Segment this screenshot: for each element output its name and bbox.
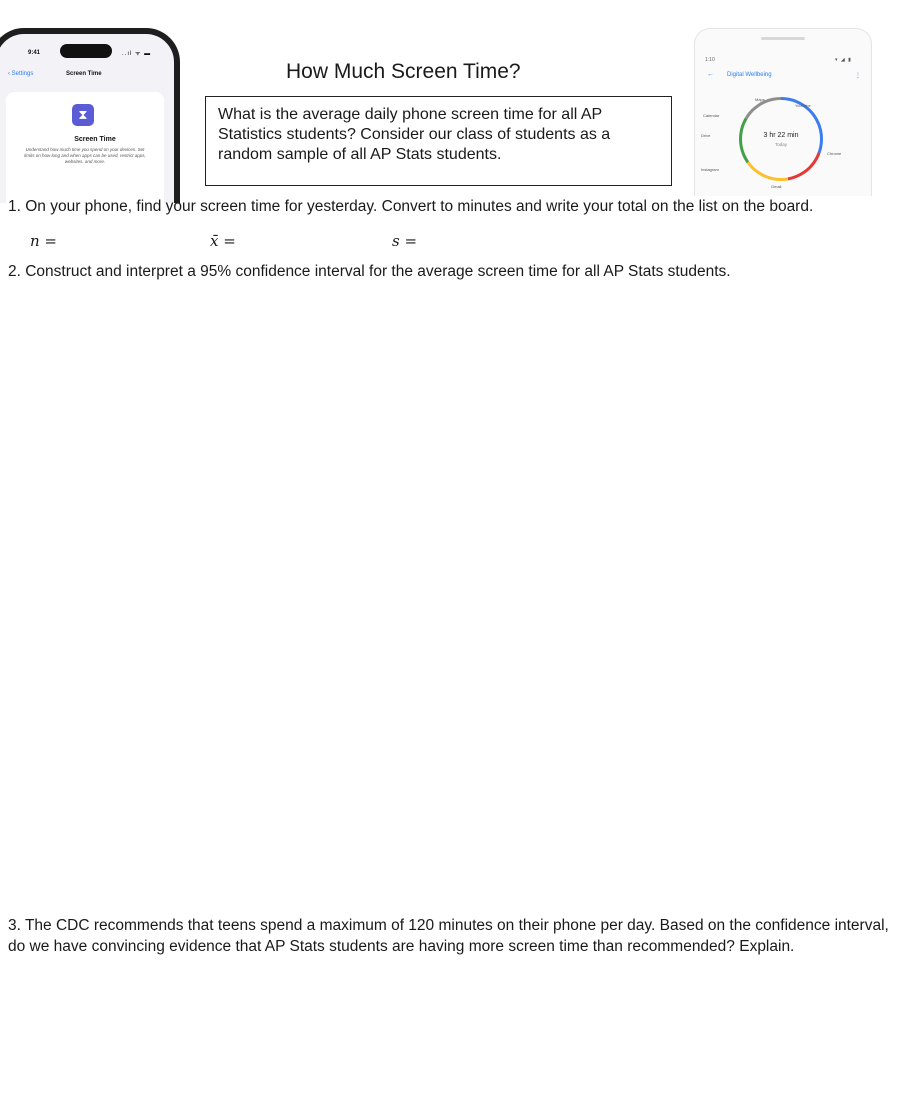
sample-mean-label: x̄ = <box>210 232 236 250</box>
iphone-time: 9:41 <box>28 50 41 56</box>
settings-back-link: ‹ Settings <box>8 71 34 77</box>
iphone-screen-time-image <box>0 28 180 203</box>
digital-wellbeing-title: Digital Wellbeing <box>727 72 772 78</box>
app-label: Calendar <box>703 113 720 118</box>
iphone-nav-title: Screen Time <box>66 71 102 77</box>
app-label: YouTube <box>795 103 811 108</box>
research-question-box: What is the average daily phone screen time for all AP Statistics students? Consider our class of students as a random sample of all AP Stats students. <box>205 96 672 186</box>
question-1: 1. On your phone, find your screen time for yesterday. Convert to minutes and write your total on the list on the board. <box>8 198 814 215</box>
hourglass-icon: ⧗ <box>72 104 94 126</box>
usage-ring-center <box>742 100 820 178</box>
android-digital-wellbeing-image <box>694 28 872 196</box>
app-label: Gmail <box>771 184 782 189</box>
app-label: Chrome <box>827 151 842 156</box>
dynamic-island <box>60 44 112 58</box>
screen-time-description: Understand how much time you spend on your devices. Set limits on how long and when apps can be used, restrict apps, websites, and more. <box>24 147 146 164</box>
android-status-icons: ▾ ◢ ▮ <box>835 57 852 63</box>
sample-sd-label: s = <box>392 232 418 250</box>
sample-size-label: n = <box>30 232 57 250</box>
info-icon: ⋮ <box>855 73 861 79</box>
app-label: Instagram <box>701 167 719 172</box>
iphone-status-icons: ..ıl ᯤ ▬ <box>122 51 152 57</box>
app-label: Drive <box>701 133 711 138</box>
usage-total: 3 hr 22 min <box>763 132 799 139</box>
page-title: How Much Screen Time? <box>286 60 521 83</box>
usage-subtitle: Today <box>774 142 787 147</box>
screen-time-heading: Screen Time <box>74 136 116 143</box>
app-label: Maps <box>755 97 765 102</box>
android-time: 1:10 <box>705 57 715 63</box>
question-2: 2. Construct and interpret a 95% confidence interval for the average screen time for all AP Stats students. <box>8 263 731 280</box>
phone-speaker-bar <box>761 37 805 40</box>
question-3: 3. The CDC recommends that teens spend a maximum of 120 minutes on their phone per day. Based on the confidence interval, do we have convincing evidence that AP Stats students are having more screen time than recommended? Explain. <box>8 917 889 955</box>
back-arrow-icon: ← <box>707 71 714 78</box>
